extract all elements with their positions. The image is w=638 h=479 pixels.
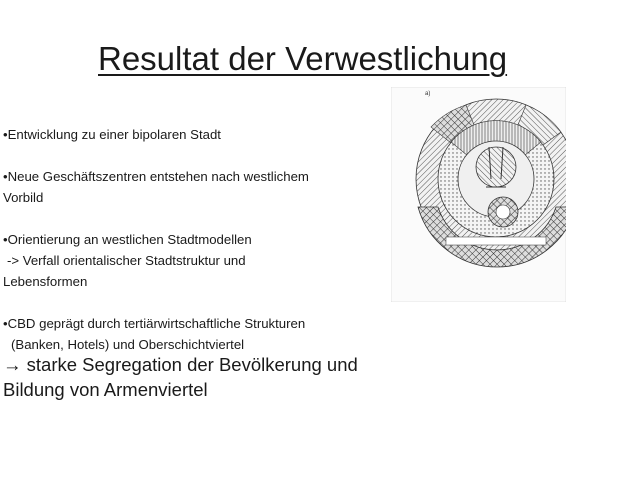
bullet-business-centers-cont: Vorbild bbox=[3, 190, 44, 205]
conclusion-line-2: Bildung von Armenviertel bbox=[3, 379, 208, 400]
conclusion-text bbox=[3, 352, 423, 402]
legend-bar bbox=[446, 237, 546, 245]
bullet-western-models: •Orientierung an westlichen Stadtmodellen bbox=[3, 232, 252, 247]
conclusion-line-1: → starke Segregation der Bevölkerung und bbox=[3, 354, 358, 375]
cbd-zone bbox=[476, 147, 516, 187]
bullet-business-centers: •Neue Geschäftszentren entstehen nach westlichem bbox=[3, 169, 309, 184]
bullet-bipolar-city: •Entwicklung zu einer bipolaren Stadt bbox=[3, 127, 221, 142]
bullet-list bbox=[3, 124, 393, 355]
bullet-cbd: •CBD geprägt durch tertiärwirtschaftliche Strukturen bbox=[3, 316, 306, 331]
bullet-cbd-cont: (Banken, Hotels) und Oberschichtviertel bbox=[11, 337, 245, 352]
bullet-decay-structure: -> Verfall orientalischer Stadtstruktur und bbox=[7, 253, 246, 268]
slide-title: Resultat der Verwestlichung bbox=[98, 40, 508, 77]
bullet-decay-structure-cont: Lebensformen bbox=[3, 274, 88, 289]
figure-label: a) bbox=[425, 91, 431, 97]
medina-core bbox=[496, 205, 510, 219]
city-model-diagram bbox=[391, 87, 566, 302]
